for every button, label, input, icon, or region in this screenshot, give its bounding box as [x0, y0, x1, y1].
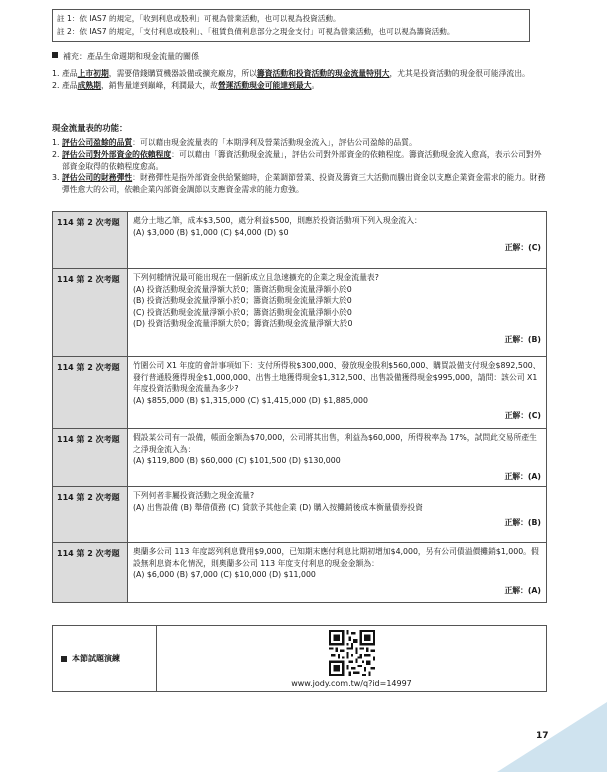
emphasis: 評估公司對外部資金的依賴程度 [62, 149, 172, 159]
item-text: 評估公司的財務彈性：財務彈性是指外部資金供給緊縮時，企業調節營業、投資及籌資三大活動而騰出資金以支應企業資金需求的能力。財務彈性愈大的公司，依賴企業內部資金調節以支應資金需求的能力愈強。 [62, 173, 546, 195]
question-text: 處分土地乙筆，成本$3,500，處分利益$500，則應於投資活動項下列入現金流入： [133, 216, 422, 225]
practice-label-text: 本節試題演練 [72, 654, 120, 663]
practice-link-area[interactable] [157, 626, 546, 691]
corner-decoration [497, 702, 607, 772]
item-text: 評估公司盈餘的品質：可以藉由現金流量表的「本期淨利及營業活動現金流入」，評估公司盈餘的品質。 [62, 138, 417, 147]
question-label: 114 第 2 次考題 [53, 429, 128, 487]
question-text: 竹圍公司 X1 年度的會計事項如下：支付所得稅$300,000、發放現金股利$560,000、購買設備支付現金$892,500、發行普通股獲得現金$1,000,000、出售土地獲得現金$1,312,500、出售設備獲得現金$995,000，請問：該公司 X1 年度投資活動現金流量為多少? [133, 361, 541, 393]
supplement-text: 補充：產品生命週期和現金流量的關係 [63, 52, 199, 61]
emphasis: 評估公司盈餘的品質 [62, 138, 133, 147]
answer-text: 正解：(A) [504, 585, 541, 595]
question-label: 114 第 2 次考題 [53, 212, 128, 269]
table-row [53, 212, 547, 269]
item-text: 產品成熟期，銷售量達到巔峰，利潤最大，故營運活動現金可能達到最大。 [62, 81, 320, 90]
item-number: 2. [52, 149, 60, 159]
note-2: 註 2：依 IAS7 的規定，「支付利息或股利」、「租賃負債利息部分之現金支付」可視為營業活動，也可以視為籌資活動。 [57, 27, 455, 36]
item-text: 產品上市初期，需要借錢購買機器設備或擴充廠房，所以籌資活動和投資活動的現金流量特別大，尤其是投資活動的現金很可能淨流出。 [62, 69, 530, 78]
list-item [52, 172, 547, 196]
answer-text: 正解：(C) [504, 411, 541, 420]
item-number: 1. [52, 69, 60, 78]
table-row [53, 269, 547, 357]
question-options: (A) $6,000 (B) $7,000 (C) $10,000 (D) $11,000 [133, 570, 316, 579]
question-label: 114 第 2 次考題 [53, 543, 128, 603]
note-1: 註 1：依 IAS7 的規定，「收到利息或股利」可視為營業活動，也可以視為投資活動。 [57, 14, 341, 23]
question-label: 114 第 2 次考題 [53, 357, 128, 429]
notes-box [52, 9, 530, 42]
emphasis: 評估公司的財務彈性 [62, 173, 133, 183]
answer-text: 正解：(C) [504, 243, 541, 252]
question-options: (A) 出售設備 (B) 舉借債務 (C) 貸款予其他企業 (D) 購入按攤銷後成本衡量債券投資 [133, 502, 423, 512]
list-item [52, 80, 547, 92]
item-number: 2. [52, 81, 60, 90]
lifecycle-list [52, 68, 547, 92]
section-title: 現金流量表的功能： [52, 123, 128, 133]
emphasis: 成熟期 [77, 81, 101, 90]
item-number: 1. [52, 138, 60, 147]
square-bullet-icon [52, 52, 58, 58]
question-text: 假設某公司有一設備，帳面金額為$70,000，公司將其出售，利益為$60,000，所得稅率為 17%，試問此交易所產生之淨現金流入為： [133, 433, 537, 454]
question-option: (A) 投資活動現金流量淨額大於0；籌資活動現金流量淨額小於0 [133, 284, 352, 294]
question-content [128, 212, 547, 269]
question-text: 下列何者非屬投資活動之現金流量? [133, 491, 255, 500]
table-row [53, 429, 547, 487]
question-options: (A) $3,000 (B) $1,000 (C) $4,000 (D) $0 [133, 227, 289, 237]
answer-text: 正解：(A) [504, 471, 541, 481]
list-item [52, 68, 547, 80]
question-content [128, 543, 547, 603]
question-options: (A) $855,000 (B) $1,315,000 (C) $1,415,000 (D) $1,885,000 [133, 395, 368, 405]
table-row [53, 357, 547, 429]
practice-url-link[interactable]: www.jody.com.tw/q?id=14997 [291, 678, 412, 688]
list-item [52, 149, 547, 173]
question-content [128, 269, 547, 357]
page-number: 17 [536, 731, 549, 741]
question-content [128, 357, 547, 429]
practice-box [52, 625, 547, 692]
question-content [128, 429, 547, 487]
question-text: 奧蘭多公司 113 年度認列利息費用$9,000，已知期末應付利息比期初增加$4,000，另有公司債溢價攤銷$1,000。假設無利息資本化情況，則奧蘭多公司 113 年度支付利息的現金金額為： [133, 547, 539, 568]
question-content [128, 487, 547, 543]
answer-text: 正解：(B) [504, 518, 541, 527]
question-option: (B) 投資活動現金流量淨額小於0；籌資活動現金流量淨額大於0 [133, 296, 352, 305]
table-row [53, 543, 547, 603]
functions-list [52, 137, 547, 196]
list-item [52, 137, 547, 149]
item-number: 3. [52, 173, 60, 183]
qr-code-icon[interactable] [329, 630, 375, 676]
item-text: 評估公司對外部資金的依賴程度：可以藉由「籌資活動現金流量」，評估公司對外部資金的依賴程度。籌資活動現金流入愈高，表示公司對外部資金取得的依賴程度愈高。 [62, 149, 542, 171]
emphasis: 上市初期 [77, 69, 109, 78]
square-bullet-icon [61, 656, 67, 662]
supplement-heading [52, 51, 199, 63]
question-label: 114 第 2 次考題 [53, 269, 128, 357]
table-row [53, 487, 547, 543]
emphasis: 營運活動現金可能達到最大 [217, 81, 312, 90]
question-text: 下列何種情況最可能出現在一個新成立且急速擴充的企業之現金流量表? [133, 273, 379, 282]
exam-questions-table [52, 211, 547, 603]
question-option: (D) 投資活動現金流量淨額大於0；籌資活動現金流量淨額大於0 [133, 319, 353, 328]
question-options: (A) $119,800 (B) $60,000 (C) $101,500 (D) $130,000 [133, 456, 341, 465]
emphasis: 籌資活動和投資活動的現金流量特別大 [256, 69, 390, 78]
question-label: 114 第 2 次考題 [53, 487, 128, 543]
answer-text: 正解：(B) [504, 334, 541, 344]
question-option: (C) 投資活動現金流量淨額小於0；籌資活動現金流量淨額小於0 [133, 307, 352, 317]
practice-label [53, 626, 157, 691]
